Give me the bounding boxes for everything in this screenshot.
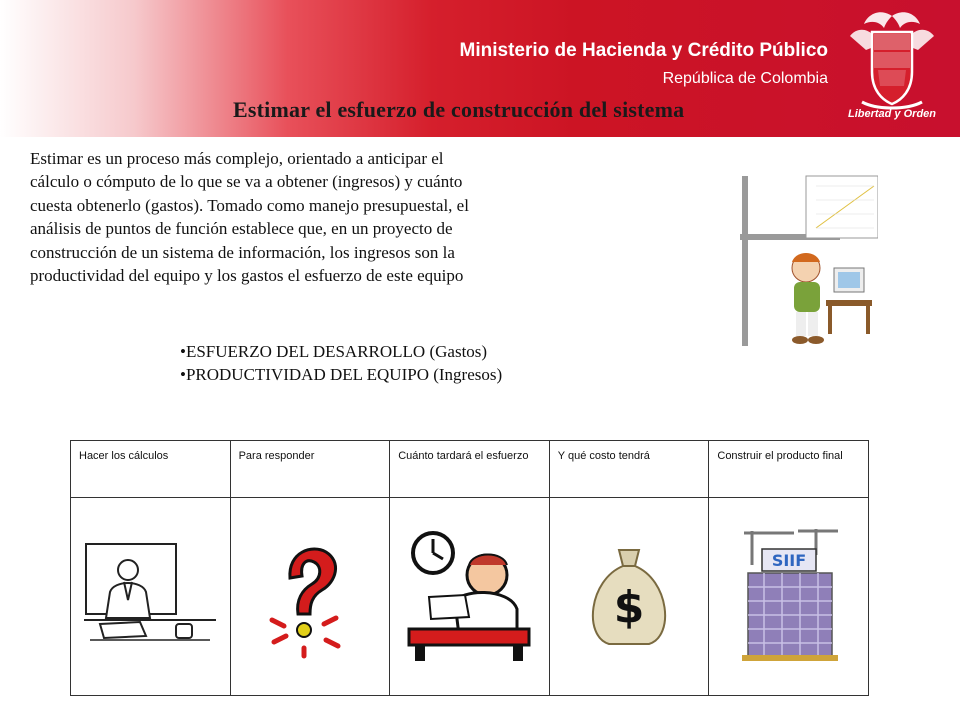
paragraph-line: Estimar es un proceso más complejo, orientado a anticipar el [30,149,444,168]
table-header-row [71,441,869,498]
republic-name: República de Colombia [662,70,828,87]
paragraph-line: cálculo o cómputo de lo que se va a obtener (ingresos) y cuánto [30,172,463,192]
bullet-item: •PRODUCTIVIDAD DEL EQUIPO (Ingresos) [180,365,503,384]
table-image-cell [709,498,869,696]
question-mark-icon [250,530,370,660]
paragraph-line: productividad del equipo y los gastos el esfuerzo de este equipo [30,266,464,286]
table-header-cell: Para responder [230,441,390,498]
table-header-cell: Cuánto tardará el esfuerzo [390,441,550,498]
intro-paragraph [30,147,620,287]
paragraph-line: cuesta obtenerlo (gastos). Tomado como manejo presupuestal, el [30,195,469,215]
estimation-table [70,440,869,696]
slide-title: Estimar el esfuerzo de construcción del sistema [233,97,685,122]
table-header-cell: Hacer los cálculos [71,441,231,498]
svg-text:$: $ [613,581,645,633]
bullet-list [180,340,502,386]
paragraph-line: construcción de un sistema de información, los ingresos son la [30,242,455,262]
table-header-cell: Construir el producto final [709,441,869,498]
table-image-cell [230,498,390,696]
table-image-cell [390,498,550,696]
table-image-cell [71,498,231,696]
table-image-row [71,498,869,696]
money-bag-icon [579,540,679,650]
table-header-cell: Y qué costo tendrá [549,441,709,498]
person-calculating-icon [80,540,220,650]
sign-text: SIIF [771,550,806,570]
seal-motto: Libertad y Orden [847,108,937,120]
building-construction-icon [734,525,844,665]
table-image-cell [549,498,709,696]
clock-worker-icon [399,525,539,665]
chart-person-illustration [730,172,878,352]
bullet-item: •ESFUERZO DEL DESARROLLO (Gastos) [180,342,488,361]
ministry-name: Ministerio de Hacienda y Crédito Público [459,40,828,61]
paragraph-line: análisis de puntos de función establece que, en un proyecto de [30,219,453,239]
